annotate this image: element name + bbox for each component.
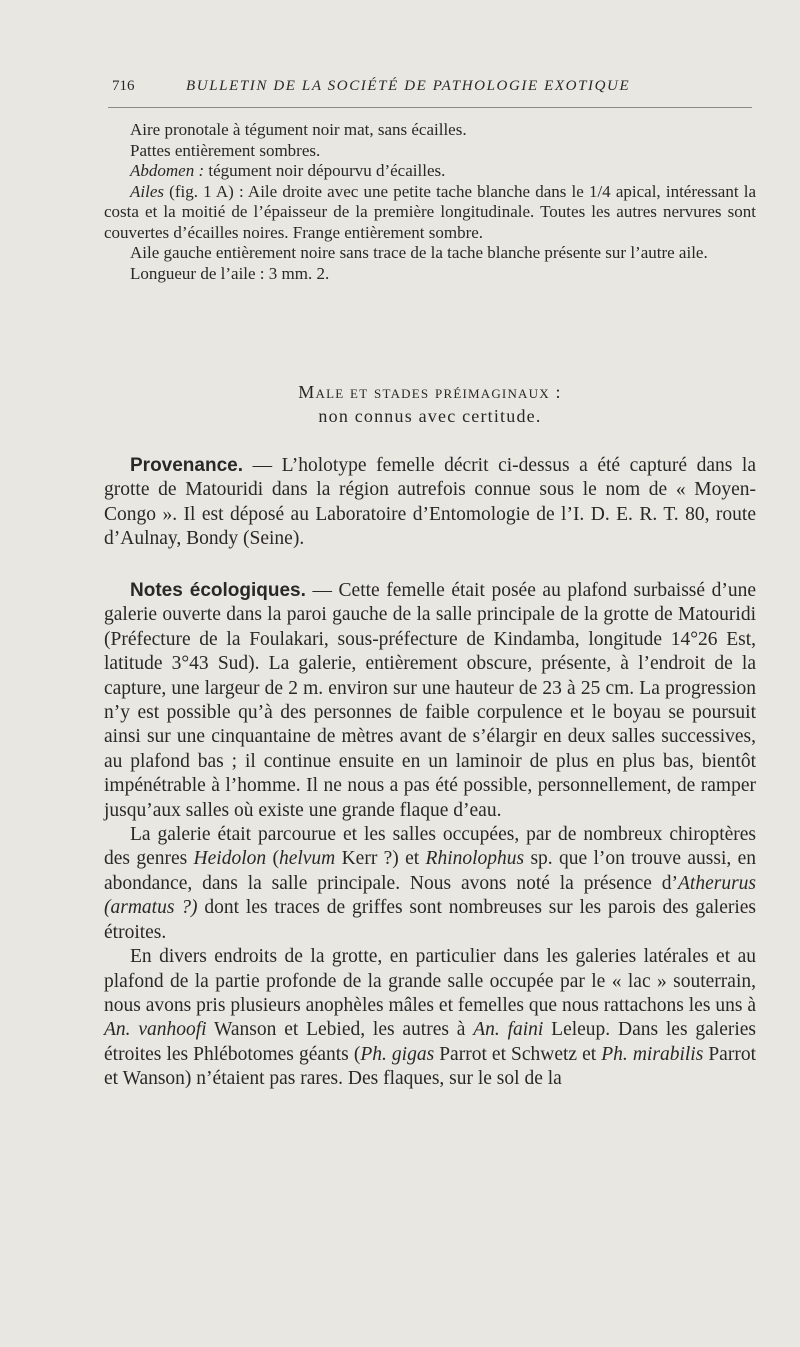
page-number: 716 <box>112 78 135 94</box>
provenance-paragraph: Provenance. — L’holotype femelle décrit ci-dessus a été capturé dans la grotte de Matouridi dans la région autrefois connue sous le nom de « Moyen-Congo ». Il est déposé au Laboratoire d’Entomologie de l’I. D. E. R. T. 80, route d’Aulnay, Bondy (Seine). <box>104 455 756 550</box>
male-section <box>104 380 756 428</box>
ailes-label: Ailes <box>130 181 164 201</box>
description-block <box>104 120 756 284</box>
aile-gauche-paragraph: Aile gauche entièrement noire sans trace de la tache blanche présente sur l’autre aile. <box>130 243 708 262</box>
journal-title: BULLETIN DE LA SOCIÉTÉ DE PATHOLOGIE EXOTIQUE <box>186 78 631 94</box>
abdomen-label: Abdomen : <box>130 161 205 180</box>
notes-paragraph-2: La galerie était parcourue et les salles occupées, par de nombreux chiroptères des genres Heidolon (helvum Kerr ?) et Rhinolophus sp. que l’on trouve aussi, en abondance, dans la salle principale. Nous avons noté la présence d’Atherurus (armatus ?) dont les traces de griffes sont nombreuses sur les parois des galeries étroites. <box>104 824 756 943</box>
notes-paragraph-3: En divers endroits de la grotte, en particulier dans les galeries latérales et au plafond de la partie profonde de la grande salle occupée par le « lac » souterrain, nous avons pris plusieurs anophèles mâles et femelles que nous rattachons les uns à An. vanhoofi Wanson et Lebied, les autres à An. faini Leleup. Dans les galeries étroites les Phlébotomes géants (Ph. gigas Parrot et Schwetz et Ph. mirabilis Parrot et Wanson) n’étaient pas rares. Des flaques, sur le sol de la <box>104 946 756 1090</box>
provenance-block <box>104 454 756 552</box>
longueur-line: Longueur de l’aile : 3 mm. 2. <box>130 263 330 283</box>
pronotal-line: Aire pronotale à tégument noir mat, sans écailles. <box>130 120 467 139</box>
provenance-heading: Provenance. <box>130 455 243 476</box>
abdomen-line: Abdomen : tégument noir dépourvu d’écailles. <box>130 161 446 180</box>
pattes-line: Pattes entièrement sombres. <box>130 140 321 160</box>
ailes-paragraph: Ailes (fig. 1 A) : Aile droite avec une petite tache blanche dans le 1/4 apical, intéressant la costa et la moitié de l’épaisseur de la première longitudinale. Toutes les autres nervures sont couvertes d’écailles noires. Frange entièrement sombre. <box>104 181 756 242</box>
notes-paragraph-1: Notes écologiques. — Cette femelle était posée au plafond surbaissé d’une galerie ouverte dans la paroi gauche de la salle principale de la grotte de Matouridi (Préfecture de la Foulakari, sous-préfecture de Kindamba, longitude 14°26 Est, latitude 3°43 Sud). La galerie, entièrement obscure, présente, à l’endroit de la capture, une largeur de 2 m. environ sur une hauteur de 23 à 25 cm. La progression n’y est possible qu’à des personnes de faible corpulence et le boyau se poursuit ainsi sur une cinquantaine de mètres avant de s’élargir en deux salles successives, au plafond bas ; il continue ensuite en un laminoir de plus en plus bas, bientôt impénétrable à l’homme. Il ne nous a pas été possible, personnellement, de ramper jusqu’aux salles où existe une grande flaque d’eau. <box>104 580 757 821</box>
male-heading: Male et stades préimaginaux : <box>298 382 562 402</box>
notes-block <box>104 579 756 1092</box>
notes-heading: Notes écologiques. <box>130 580 306 601</box>
header-rule <box>108 107 752 108</box>
male-subheading: non connus avec certitude. <box>318 406 542 426</box>
running-header <box>112 78 752 95</box>
